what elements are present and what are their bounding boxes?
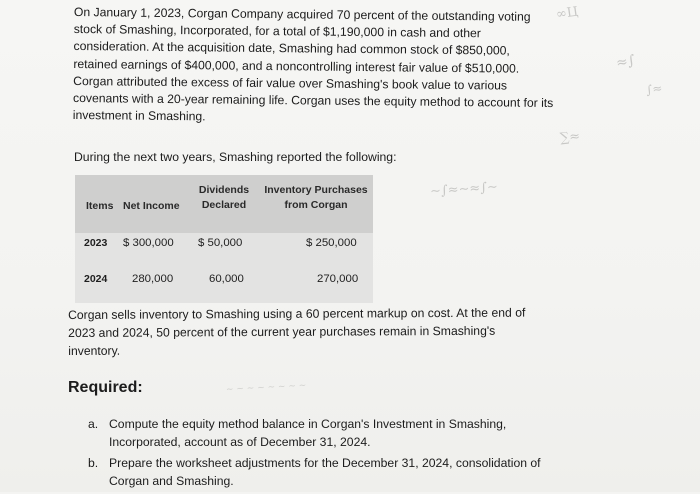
header-items: Items [86,200,114,212]
required-list [88,416,568,494]
intro-line: investment in Smashing. [72,108,206,124]
financial-table [75,175,373,303]
intro-line: retained earnings of $400,000, and a noncontrolling interest fair value of $510,000. [73,56,520,76]
paragraph-line: 2023 and 2024, 50 percent of the current year purchases remain in Smashing's [68,323,496,340]
bleed-through-mark: ≈∫ [614,52,637,72]
intro-paragraph [73,4,574,130]
bleed-through-mark: ∞Ц [555,4,580,23]
intro-line: covenants with a 20-year remaining life. Corgan uses the equity method to account for its [72,91,554,111]
intro-line: On January 1, 2023, Corgan Company acquired 70 percent of the outstanding voting [73,4,531,24]
list-marker: a. [88,417,99,431]
intro-line: consideration. At the acquisition date, Smashing had common stock of $850,000, [73,39,510,58]
bleed-through-mark: ∫≈ [645,80,664,98]
header-inventory-line: Inventory Purchases [264,184,368,196]
required-line: Prepare the worksheet adjustments for the December 31, 2024, consolidation of [109,456,541,470]
header-inventory-purchases [261,183,371,213]
cell-dividends: 60,000 [209,273,244,285]
table-header [75,175,373,233]
cell-net-income: $ 300,000 [123,237,174,249]
required-item-a [88,416,568,451]
paragraph-line: inventory. [68,343,121,358]
bleed-through-mark: ~∫≈~≈∫~ [429,179,499,200]
cell-dividends: $ 50,000 [198,237,243,249]
required-line: Compute the equity method balance in Corgan's Investment in Smashing, [109,417,507,431]
required-item-b [88,455,568,490]
header-dividends-line: Declared [201,199,247,211]
cell-year: 2023 [84,237,108,249]
required-line: Corgan and Smashing. [109,473,234,488]
cell-inventory-purchases: $ 250,000 [306,237,357,249]
cell-net-income: 280,000 [132,273,174,285]
cell-year: 2024 [84,273,108,285]
required-line: Incorporated, account as of December 31, 2024. [109,434,371,449]
header-net-income: Net Income [123,200,180,212]
header-inventory-line: from Corgan [284,199,348,211]
table-lead-sentence: During the next two years, Smashing reported the following: [74,150,397,164]
header-dividends [197,183,251,213]
paragraph-line: Corgan sells inventory to Smashing using a 60 percent markup on cost. At the end of [68,305,526,322]
cell-inventory-purchases: 270,000 [317,273,359,285]
header-dividends-line: Dividends [198,184,250,196]
intro-line: Corgan attributed the excess of fair value over Smashing's book value to various [73,73,508,93]
bleed-through-mark: ~ ~ ~ ~ ~ ~ ~ ~ [225,380,307,396]
intro-line: stock of Smashing, Incorporated, for a total of $1,190,000 in cash and other [73,22,481,41]
bleed-through-mark: ∑≈ [559,128,581,147]
required-heading: Required: [68,379,143,396]
markup-paragraph [68,303,558,360]
list-marker: b. [88,456,99,470]
